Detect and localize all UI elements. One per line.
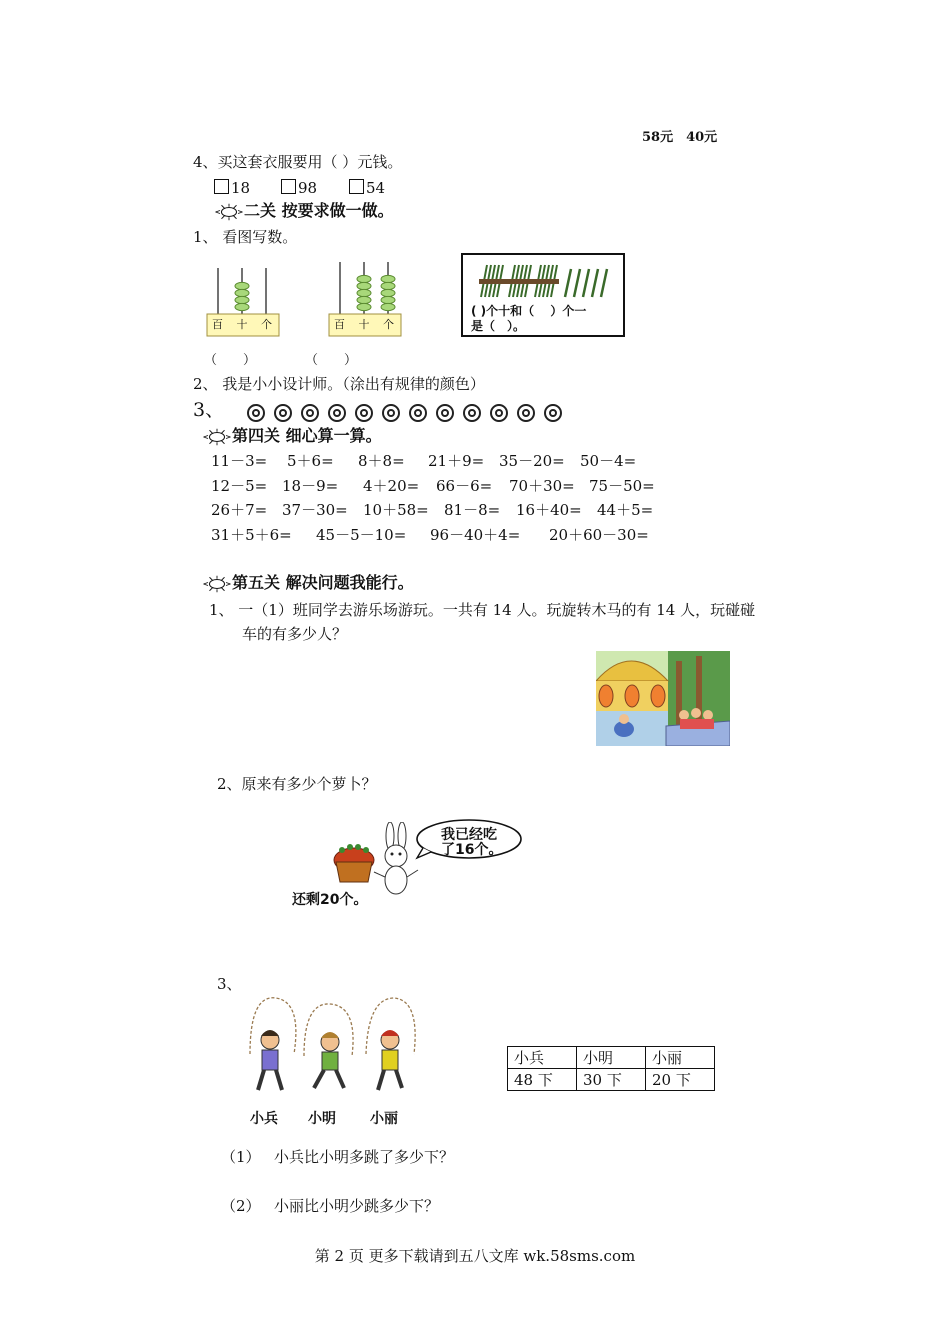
double-circle-icon[interactable] — [382, 404, 400, 422]
section-5-q1-line2: 车的有多少人？ — [242, 625, 348, 643]
ring-row[interactable] — [247, 402, 571, 422]
double-circle-icon[interactable] — [490, 404, 508, 422]
price-labels: 58元 40元 — [642, 130, 718, 145]
calc-1-6: 50－4= — [580, 452, 637, 470]
double-circle-icon[interactable] — [274, 404, 292, 422]
page-footer: 第 2 页 更多下载请到五八文库 wk.58sms.com — [314, 1247, 636, 1265]
calc-4-1: 31＋5＋6= — [211, 526, 292, 544]
calc-2-3: 4＋20= — [363, 477, 420, 495]
sticks-box — [461, 253, 625, 337]
kids-jumping-rope-image — [242, 994, 422, 1100]
abacus-left-label: 百 十 个 — [212, 318, 277, 331]
calc-2-4: 66－6= — [436, 477, 493, 495]
sticks-text-1: ( )个十和（ ）个一 — [471, 304, 587, 318]
sun-icon — [202, 427, 232, 447]
sticks-bundle-icon — [471, 261, 616, 301]
double-circle-icon[interactable] — [409, 404, 427, 422]
section-3-q2: 2、 我是小小设计师。（涂出有规律的颜色） — [193, 375, 485, 393]
calc-1-3: 8＋8= — [358, 452, 405, 470]
remaining-label: 还剩20个。 — [292, 892, 368, 908]
calc-2-1: 12－5= — [211, 477, 268, 495]
calc-1-5: 35－20= — [499, 452, 565, 470]
sub-question-2-number: （2） — [221, 1197, 261, 1215]
table-cell: 48 下 — [508, 1069, 577, 1091]
table-row — [508, 1047, 715, 1069]
kid-name-2: 小明 — [308, 1111, 336, 1127]
calc-3-6: 44＋5= — [597, 501, 654, 519]
double-circle-icon[interactable] — [517, 404, 535, 422]
calc-3-1: 26＋7= — [211, 501, 268, 519]
calc-2-5: 70＋30= — [509, 477, 575, 495]
table-cell: 20 下 — [646, 1069, 715, 1091]
question-4-text: 4、买这套衣服要用（ ）元钱。 — [193, 153, 403, 171]
section-3-title: 二关 按要求做一做。 — [214, 201, 394, 222]
speech-bubble-line2: 了16个。 — [441, 842, 503, 858]
checkbox[interactable] — [281, 179, 296, 194]
option-2[interactable]: 98 — [281, 178, 317, 198]
calc-1-4: 21＋9= — [428, 452, 485, 470]
section-4-title: 第四关 细心算一算。 — [202, 426, 382, 447]
calc-4-2: 45－5－10= — [316, 526, 407, 544]
double-circle-icon[interactable] — [463, 404, 481, 422]
calc-2-2: 18－9= — [282, 477, 339, 495]
speech-bubble-line1: 我已经吃 — [441, 827, 497, 843]
sun-icon — [214, 202, 244, 222]
sub-question-1: 小兵比小明多跳了多少下？ — [274, 1148, 455, 1166]
checkbox[interactable] — [349, 179, 364, 194]
table-header-cell: 小丽 — [646, 1047, 715, 1069]
calc-3-4: 81－8= — [444, 501, 501, 519]
calc-4-4: 20＋60－30= — [549, 526, 649, 544]
section-3-q3-label: 3、 — [193, 399, 225, 421]
calc-3-5: 16＋40= — [516, 501, 582, 519]
checkbox[interactable] — [214, 179, 229, 194]
kid-name-1: 小兵 — [250, 1111, 278, 1127]
calc-1-2: 5＋6= — [287, 452, 334, 470]
amusement-park-image — [596, 651, 730, 746]
section-5-q1-line1: 1、 一（1）班同学去游乐场游玩。一共有 14 人。玩旋转木马的有 14 人，玩碰碰 — [209, 601, 756, 619]
calc-3-3: 10＋58= — [363, 501, 429, 519]
double-circle-icon[interactable] — [301, 404, 319, 422]
calc-4-3: 96－40＋4= — [430, 526, 521, 544]
option-3[interactable]: 54 — [349, 178, 385, 198]
calc-3-2: 37－30= — [282, 501, 348, 519]
calc-1-1: 11－3= — [211, 452, 268, 470]
answer-blank-right[interactable]: （ ） — [305, 353, 358, 368]
option-1[interactable]: 18 — [214, 178, 250, 198]
kid-name-3: 小丽 — [370, 1111, 398, 1127]
table-row — [508, 1069, 715, 1091]
abacus-right-label: 百 十 个 — [334, 318, 399, 331]
answer-blank-left[interactable]: （ ） — [204, 353, 257, 368]
calc-2-6: 75－50= — [589, 477, 655, 495]
double-circle-icon[interactable] — [355, 404, 373, 422]
section-5-title: 第五关 解决问题我能行。 — [202, 573, 414, 594]
section-3-q1: 1、 看图写数。 — [193, 228, 298, 246]
section-5-q3: 3、 — [217, 975, 242, 993]
sub-question-2: 小丽比小明少跳多少下？ — [274, 1197, 440, 1215]
double-circle-icon[interactable] — [544, 404, 562, 422]
jump-count-table — [507, 1046, 715, 1091]
sun-icon — [202, 574, 232, 594]
double-circle-icon[interactable] — [436, 404, 454, 422]
sub-question-1-number: （1） — [221, 1148, 261, 1166]
table-header-cell: 小兵 — [508, 1047, 577, 1069]
double-circle-icon[interactable] — [247, 404, 265, 422]
sticks-text-2: 是（ ）。 — [471, 319, 526, 333]
table-cell: 30 下 — [577, 1069, 646, 1091]
table-header-cell: 小明 — [577, 1047, 646, 1069]
section-5-q2: 2、原来有多少个萝卜？ — [217, 775, 377, 793]
double-circle-icon[interactable] — [328, 404, 346, 422]
